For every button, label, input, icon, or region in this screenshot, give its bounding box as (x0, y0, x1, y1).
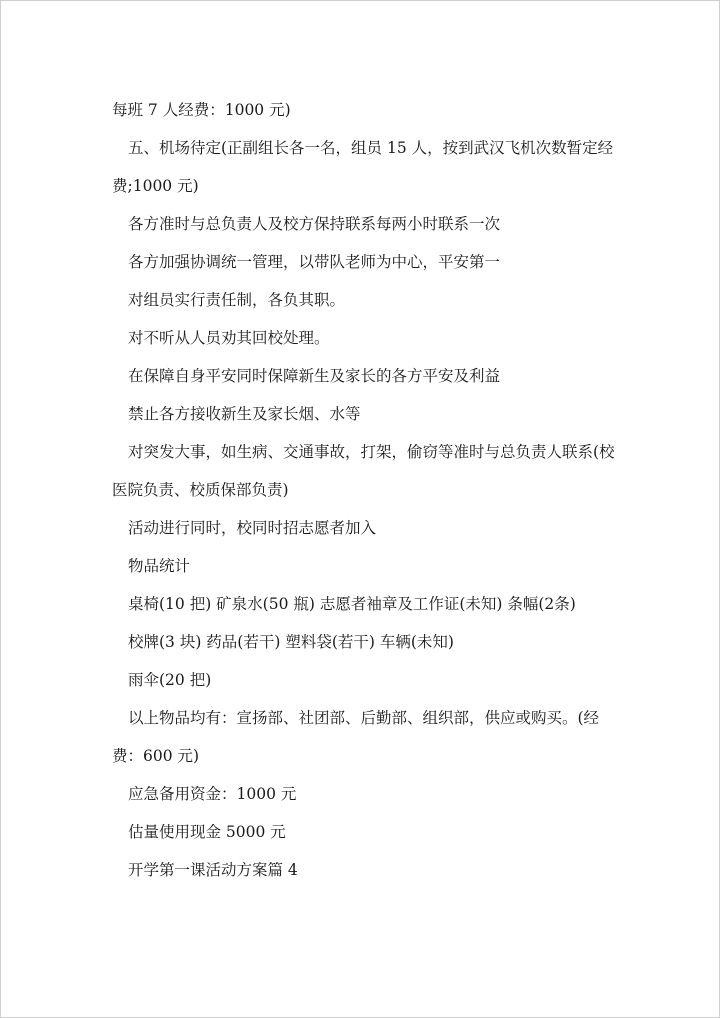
paragraph-next-section-title: 开学第一课活动方案篇 4 (128, 861, 298, 879)
paragraph-no-gifts: 禁止各方接收新生及家长烟、水等 (128, 405, 361, 423)
paragraph-emergency-fund: 应急备用资金：1000 元 (128, 785, 297, 803)
paragraph-items-heading: 物品统计 (128, 557, 191, 575)
paragraph-disobedience-handling: 对不听从人员劝其回校处理。 (128, 329, 330, 347)
paragraph-safety-assurance: 在保障自身平安同时保障新生及家长的各方平安及利益 (128, 367, 501, 385)
paragraph-budget-per-class: 每班 7 人经费：1000 元) (112, 101, 291, 119)
document-body (112, 91, 618, 889)
paragraph-responsibility-system: 对组员实行责任制，各负其职。 (128, 291, 346, 309)
paragraph-contact-every-two-hours: 各方准时与总负责人及校方保持联系每两小时联系一次 (128, 215, 501, 233)
paragraph-volunteer-recruit: 活动进行同时，校同时招志愿者加入 (128, 519, 377, 537)
paragraph-items-line-1: 桌椅(10 把) 矿泉水(50 瓶) 志愿者袖章及工作证(未知) 条幅(2条) (128, 595, 576, 613)
paragraph-estimated-cash: 估量使用现金 5000 元 (128, 823, 286, 841)
paragraph-items-supply: 以上物品均有：宣扬部、社团部、后勤部、组织部，供应或购买。(经费：600 元) (112, 709, 600, 765)
paragraph-items-line-3: 雨伞(20 把) (128, 671, 212, 689)
paragraph-items-line-2: 校牌(3 块) 药品(若干) 塑料袋(若干) 车辆(未知) (128, 633, 454, 651)
paragraph-coordinate-management: 各方加强协调统一管理，以带队老师为中心，平安第一 (128, 253, 501, 271)
paragraph-emergency-contact: 对突发大事，如生病、交通事故，打架，偷窃等准时与总负责人联系(校医院负责、校质保部负责) (112, 443, 615, 499)
paragraph-airport-standby: 五、机场待定(正副组长各一名，组员 15 人，按到武汉飞机次数暂定经费;1000 元) (112, 139, 614, 195)
